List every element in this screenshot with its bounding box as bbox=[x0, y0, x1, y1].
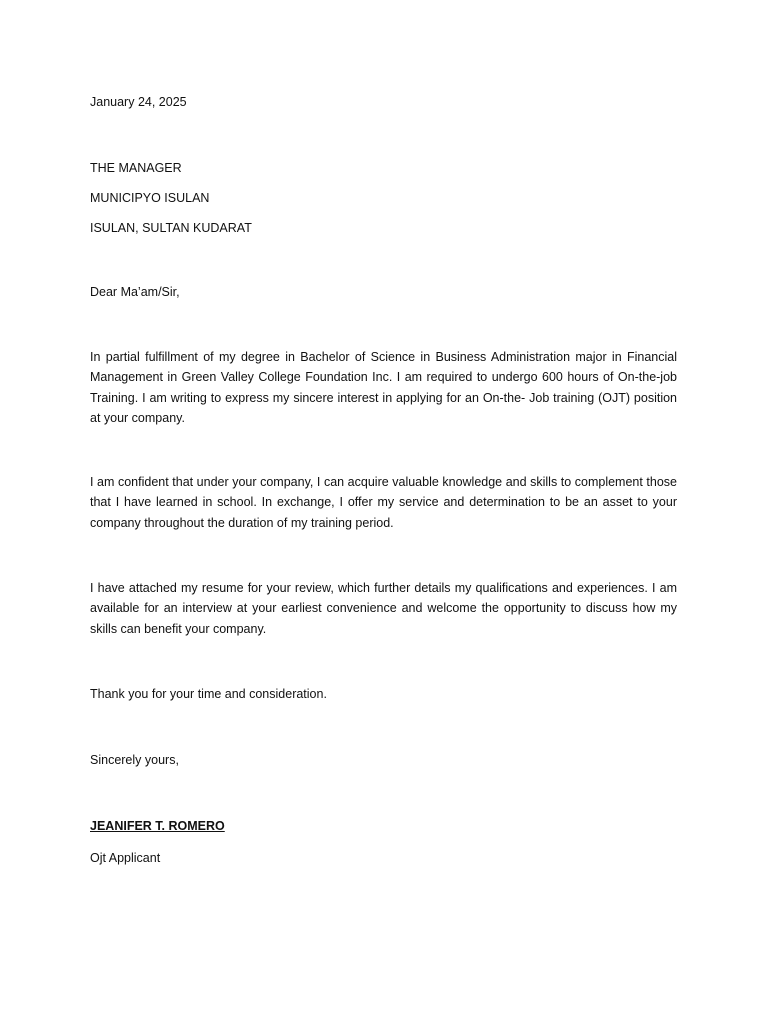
recipient-organization: MUNICIPYO ISULAN bbox=[90, 191, 210, 205]
body-paragraph-1: In partial fulfillment of my degree in Bachelor of Science in Business Administration major in Financial Management in Green Valley College Foundation Inc. I am required to undergo 600 hours of On-the-job Training. I am writing to express my sincere interest in applying for an On-the- Job training (OJT) position at your company. bbox=[90, 350, 677, 425]
body-paragraph-3: I have attached my resume for your review, which further details my qualifications and experiences. I am available for an interview at your earliest convenience and welcome the opportunity to discuss how my skills can benefit your company. bbox=[90, 581, 677, 636]
salutation: Dear Ma’am/Sir, bbox=[90, 285, 180, 299]
closing: Sincerely yours, bbox=[90, 753, 179, 767]
body-paragraph-2: I am confident that under your company, I can acquire valuable knowledge and skills to complement those that I have learned in school. In exchange, I offer my service and determination to be an asset to your company throughout the duration of my training period. bbox=[90, 475, 677, 530]
signatory-name: JEANIFER T. ROMERO bbox=[90, 819, 225, 833]
letter-date: January 24, 2025 bbox=[90, 95, 187, 109]
thanks-line: Thank you for your time and consideration. bbox=[90, 687, 327, 701]
recipient-title: THE MANAGER bbox=[90, 161, 182, 175]
recipient-address: ISULAN, SULTAN KUDARAT bbox=[90, 221, 252, 235]
signatory-title: Ojt Applicant bbox=[90, 851, 161, 865]
